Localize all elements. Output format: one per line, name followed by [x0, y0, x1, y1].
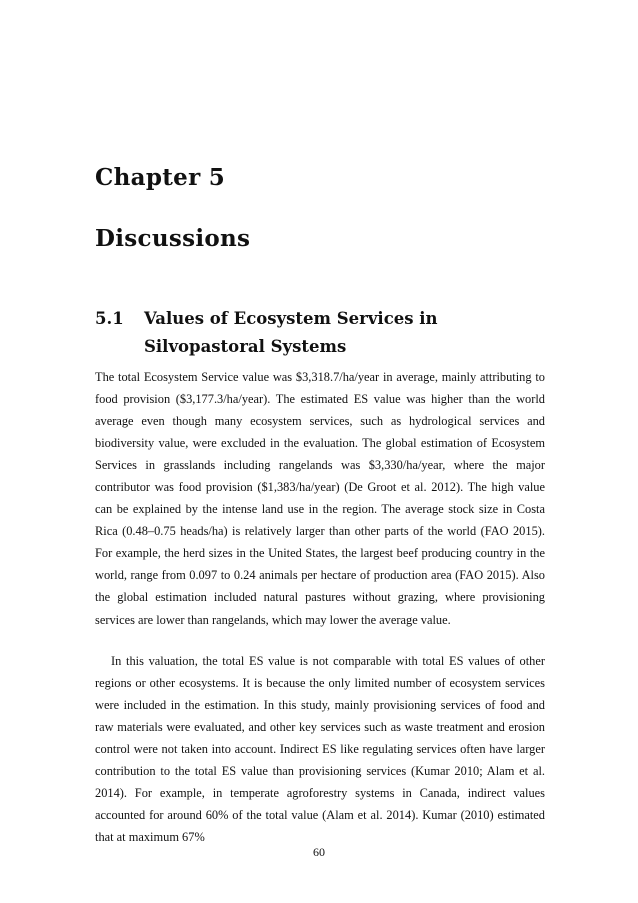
section-title: Values of Ecosystem Services in Silvopastoral Systems: [144, 309, 438, 356]
page-number: 60: [313, 845, 325, 859]
section-number: 5.1: [95, 309, 124, 328]
chapter-label: Chapter 5: [95, 164, 226, 191]
body-paragraph: In this valuation, the total ES value is not comparable with total ES values of other regions or other ecosystems. It is because the only limited number of ecosystem services were included in the estimation. In this study, mainly provisioning services of food and raw materials were evaluated, and other key services such as waste treatment and erosion control were not taken into account. Indirect ES like regulating services often have larger contribution to the total ES value than provisioning services (Kumar 2010; Alam et al. 2014). For example, in temperate agroforestry systems in Canada, indirect values accounted for around 60% of the total value (Alam et al. 2014). Kumar (2010) estimated that at maximum 67%: [95, 654, 545, 845]
chapter-title: Discussions: [95, 225, 251, 252]
body-paragraph: The total Ecosystem Service value was $3,318.7/ha/year in average, mainly attributing to food provision ($3,177.3/ha/year). The estimated ES value was higher than the world average even though many ecosystem services, such as hydrological services and biodiversity value, were excluded in the evaluation. The global estimation of Ecosystem Services in grasslands including rangelands was $3,330/ha/year, where the major contributor was food provision ($1,383/ha/year) (De Groot et al. 2012). The high value can be explained by the intense land use in the region. The average stock size in Costa Rica (0.48–0.75 heads/ha) is relatively larger than other parts of the world (FAO 2015). For example, the herd sizes in the United States, the largest beef producing country in the world, range from 0.097 to 0.24 animals per hectare of production area (FAO 2015). Also the global estimation included natural pastures without grazing, where provisioning services are lower than rangelands, which may lower the average value.: [95, 370, 545, 627]
